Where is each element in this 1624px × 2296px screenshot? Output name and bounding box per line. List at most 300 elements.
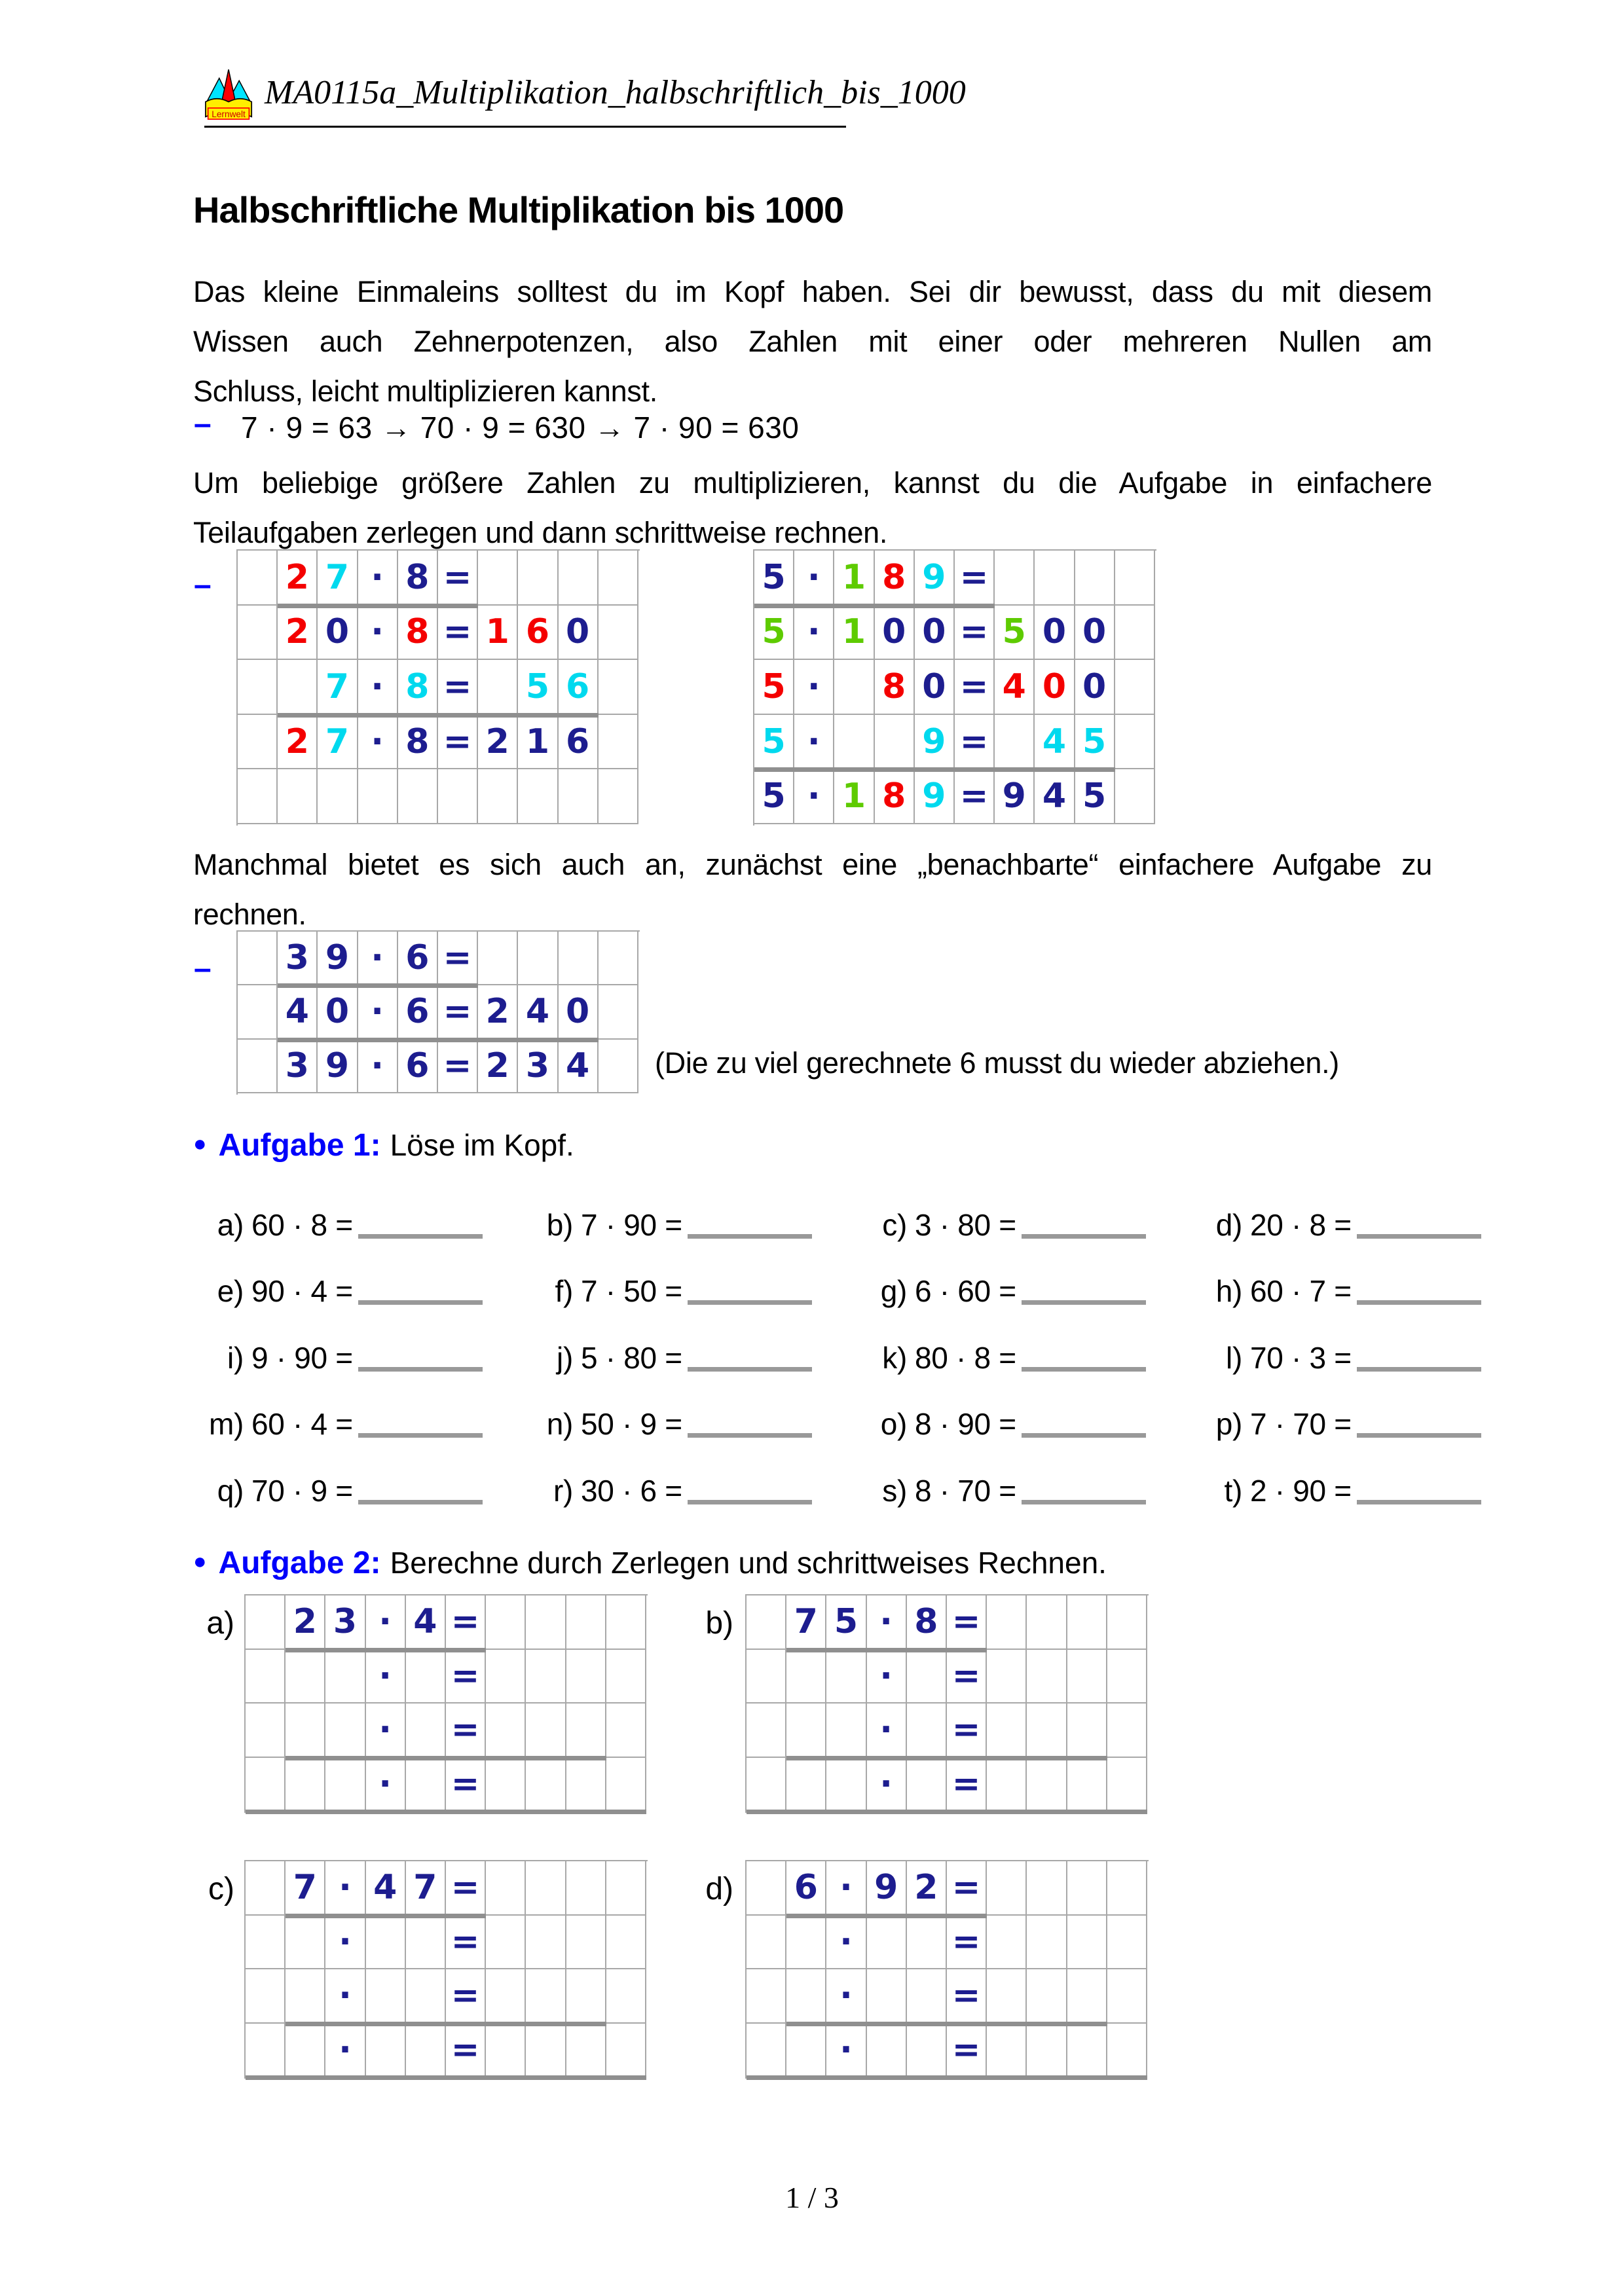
grid-row — [747, 1969, 1149, 2024]
task1-item-label: k) — [882, 1341, 907, 1375]
logo-text: Lernwelt — [212, 109, 246, 120]
grid-cell: · — [794, 551, 834, 606]
grid-cell — [238, 769, 278, 824]
task1-item-label: l) — [1226, 1341, 1242, 1375]
grid-row — [238, 932, 640, 985]
page-number: 1 / 3 — [785, 2181, 839, 2214]
task1-item-expression: 60 · 4 = — [251, 1407, 353, 1441]
grid-cell: 1 — [478, 606, 518, 661]
task1-item-label: a) — [217, 1208, 244, 1242]
grid-row — [238, 1040, 640, 1093]
grid-cell — [1115, 715, 1155, 770]
grid-cell: 1 — [834, 769, 874, 824]
grid-cell — [1027, 1595, 1067, 1650]
task1-item-label: t) — [1224, 1474, 1242, 1508]
grid-cell — [1115, 551, 1155, 606]
grid-cell — [995, 715, 1035, 770]
grid-cell — [1107, 1650, 1147, 1704]
grid-cell: 7 — [786, 1595, 826, 1650]
grid-cell — [786, 1704, 826, 1758]
grid-cell — [826, 1758, 866, 1812]
grid-cell — [1107, 1861, 1147, 1916]
grid-cell: 0 — [875, 606, 915, 661]
file-title: MA0115a_Multiplikation_halbschriftlich_bis_1000 — [265, 74, 966, 111]
grid-cell: 4 — [278, 985, 318, 1039]
grid-cell: 5 — [1075, 715, 1115, 770]
grid-cell — [747, 1650, 786, 1704]
grid-cell: · — [826, 1969, 866, 2024]
grid-cell: 2 — [286, 1595, 325, 1650]
grid-cell — [606, 1969, 646, 2024]
grid-cell — [406, 1650, 446, 1704]
task1-item-expression: 7 · 70 = — [1250, 1407, 1352, 1441]
grid-cell: = — [438, 551, 478, 606]
task1-item-label: b) — [546, 1208, 573, 1242]
task1-item — [191, 1473, 483, 1508]
grid-cell — [238, 606, 278, 661]
grid-cell — [566, 1758, 606, 1812]
grid-cell — [747, 1595, 786, 1650]
grid-cell — [526, 1704, 566, 1758]
answer-blank-line — [358, 1500, 483, 1504]
grid-cell: · — [366, 1595, 406, 1650]
grid-cell: 9 — [318, 932, 358, 985]
grid-cell: 7 — [318, 660, 358, 715]
grid-cell: · — [325, 2024, 365, 2078]
grid-cell — [987, 1595, 1027, 1650]
grid-cell: 4 — [1035, 769, 1075, 824]
grid-cell — [599, 985, 638, 1039]
task1-item-label: g) — [880, 1274, 907, 1308]
task1-item — [1190, 1273, 1481, 1309]
grid-cell — [786, 1916, 826, 1970]
task1-item-label: q) — [217, 1474, 244, 1508]
grid-cell: · — [867, 1758, 907, 1812]
bullet-dash: – — [194, 407, 212, 441]
grid-cell — [1115, 660, 1155, 715]
answer-blank-line — [1022, 1300, 1146, 1305]
task1-item — [191, 1207, 483, 1243]
grid-row — [754, 660, 1156, 715]
task1-item-expression: 60 · 7 = — [1250, 1274, 1352, 1308]
grid-cell — [907, 1916, 947, 1970]
grid-cell — [366, 1916, 406, 1970]
grid-cell — [325, 1758, 365, 1812]
grid-cell: = — [446, 1704, 486, 1758]
task1-item — [1190, 1340, 1481, 1376]
grid-cell: = — [446, 1969, 486, 2024]
grid-cell — [1067, 1758, 1107, 1812]
grid-cell — [834, 715, 874, 770]
grid-cell — [875, 715, 915, 770]
grid-separator-line — [747, 2075, 1147, 2080]
grid-cell — [747, 1758, 786, 1812]
grid-cell: 3 — [278, 932, 318, 985]
grid-cell — [1035, 551, 1075, 606]
grid-cell — [278, 769, 318, 824]
grid-row — [747, 1595, 1149, 1650]
grid-cell: 4 — [1035, 715, 1075, 770]
grid-cell: 2 — [278, 715, 318, 770]
grid-cell — [1067, 1916, 1107, 1970]
grid-separator-line — [286, 1648, 486, 1652]
grid-cell — [486, 1758, 526, 1812]
grid-cell: 7 — [318, 551, 358, 606]
grid-cell — [786, 2024, 826, 2078]
grid-cell: = — [438, 985, 478, 1039]
grid-cell — [486, 1650, 526, 1704]
grid-cell: 0 — [318, 985, 358, 1039]
grid-cell: 8 — [398, 660, 438, 715]
grid-cell: 4 — [995, 660, 1035, 715]
answer-blank-line — [688, 1234, 812, 1239]
grid-cell: = — [438, 932, 478, 985]
task1-item-expression: 20 · 8 = — [1250, 1208, 1352, 1242]
grid-separator-line — [786, 1914, 987, 1918]
task1-item — [855, 1273, 1146, 1309]
grid-row — [238, 606, 640, 661]
grid-row — [238, 660, 640, 715]
grid-separator-line — [747, 1810, 1147, 1814]
grid-cell — [1027, 1758, 1067, 1812]
task1-item — [855, 1340, 1146, 1376]
grid-cell: 6 — [518, 606, 558, 661]
grid-cell — [246, 1704, 286, 1758]
grid-cell — [1107, 1758, 1147, 1812]
grid-cell: · — [794, 715, 834, 770]
task1-item-expression: 60 · 8 = — [251, 1208, 353, 1242]
grid-cell — [1067, 2024, 1107, 2078]
task1-item — [191, 1340, 483, 1376]
grid-cell: = — [446, 1595, 486, 1650]
grid-cell: · — [325, 1861, 365, 1916]
grid-cell: = — [446, 1861, 486, 1916]
grid-cell: · — [325, 1916, 365, 1970]
grid-cell — [238, 715, 278, 770]
grid-separator-line — [278, 983, 478, 988]
grid-cell — [599, 1040, 638, 1093]
grid-cell: 7 — [286, 1861, 325, 1916]
grid-cell: = — [947, 1861, 987, 1916]
grid-cell: 2 — [478, 985, 518, 1039]
task1-item — [191, 1273, 483, 1309]
grid-cell — [786, 1758, 826, 1812]
answer-blank-line — [358, 1433, 483, 1438]
grid-cell: 6 — [786, 1861, 826, 1916]
paragraph-line: Schluss, leicht multiplizieren kannst. — [193, 374, 657, 408]
grid-cell: · — [358, 660, 398, 715]
grid-cell: = — [947, 1758, 987, 1812]
grid-cell — [1107, 1969, 1147, 2024]
paragraph-line: Teilaufgaben zerlegen und dann schrittweise rechnen. — [193, 516, 888, 549]
grid-separator-line — [278, 1038, 599, 1042]
grid-row — [238, 985, 640, 1039]
grid-cell — [1107, 2024, 1147, 2078]
grid-row — [238, 551, 640, 606]
grid-cell: 0 — [1035, 606, 1075, 661]
task1-item-label: i) — [227, 1341, 244, 1375]
grid-cell — [486, 1595, 526, 1650]
grid-cell — [246, 1916, 286, 1970]
grid-cell — [478, 769, 518, 824]
grid-cell — [867, 1969, 907, 2024]
task1-item-label: p) — [1215, 1407, 1242, 1441]
grid-cell: 4 — [559, 1040, 599, 1093]
grid-cell — [1027, 2024, 1067, 2078]
task2-item-label: d) — [705, 1872, 733, 1906]
grid-cell — [599, 769, 638, 824]
grid-cell — [907, 1758, 947, 1812]
paragraph-line: Wissen auch Zehnerpotenzen, also Zahlen mit einer oder mehreren Nullen am — [193, 325, 1432, 358]
grid-cell: 0 — [1035, 660, 1075, 715]
grid-cell — [486, 1916, 526, 1970]
answer-blank-line — [1357, 1367, 1481, 1372]
grid-cell — [834, 660, 874, 715]
task1-item — [855, 1406, 1146, 1442]
grid-cell: 0 — [1075, 606, 1115, 661]
grid-cell — [246, 2024, 286, 2078]
grid-cell: · — [358, 985, 398, 1039]
grid-row — [238, 769, 640, 824]
grid-cell — [987, 2024, 1027, 2078]
grid-cell — [566, 2024, 606, 2078]
task1-item-expression: 70 · 9 = — [251, 1474, 353, 1508]
task1-item-label: e) — [217, 1274, 244, 1308]
grid-cell — [486, 1969, 526, 2024]
grid-cell — [606, 1916, 646, 1970]
grid-cell: · — [826, 1861, 866, 1916]
page-title: Halbschriftliche Multiplikation bis 1000 — [193, 189, 844, 230]
grid-cell — [286, 1758, 325, 1812]
answer-blank-line — [688, 1433, 812, 1438]
grid-cell: · — [867, 1704, 907, 1758]
grid-cell: 9 — [915, 769, 955, 824]
grid-cell — [747, 1861, 786, 1916]
answer-blank-line — [1022, 1500, 1146, 1504]
grid-cell — [246, 1595, 286, 1650]
grid-cell — [907, 1704, 947, 1758]
task1-label: Aufgabe 1: — [218, 1128, 381, 1163]
grid-cell — [747, 1704, 786, 1758]
task2-item-label: c) — [208, 1872, 234, 1906]
grid-cell — [786, 1650, 826, 1704]
grid-cell: 7 — [406, 1861, 446, 1916]
grid-cell: 4 — [366, 1861, 406, 1916]
grid-cell — [526, 1650, 566, 1704]
task1-item-expression: 2 · 90 = — [1250, 1474, 1352, 1508]
grid-cell — [907, 2024, 947, 2078]
answer-blank-line — [358, 1234, 483, 1239]
grid-cell: 3 — [518, 1040, 558, 1093]
grid-cell — [238, 1040, 278, 1093]
grid-separator-line — [278, 713, 599, 718]
grid-cell — [606, 1758, 646, 1812]
grid-cell: = — [947, 1650, 987, 1704]
grid-cell: 2 — [478, 1040, 518, 1093]
task1-item-expression: 50 · 9 = — [581, 1407, 682, 1441]
grid-cell: = — [438, 606, 478, 661]
grid-row — [747, 1650, 1149, 1704]
task1-item-expression: 7 · 90 = — [581, 1208, 682, 1242]
grid-cell: = — [947, 1916, 987, 1970]
grid-cell — [606, 2024, 646, 2078]
task1-item-expression: 9 · 90 = — [251, 1341, 353, 1375]
grid-cell: 0 — [915, 660, 955, 715]
grid-cell: = — [446, 2024, 486, 2078]
intro-paragraph-1 — [193, 267, 1432, 416]
grid-cell: · — [794, 606, 834, 661]
grid-cell: 1 — [834, 606, 874, 661]
grid-cell — [1027, 1704, 1067, 1758]
grid-row — [246, 1916, 648, 1970]
grid-cell — [1107, 1916, 1147, 1970]
grid-row — [747, 1916, 1149, 1970]
grid-cell: · — [794, 769, 834, 824]
grid-cell: 5 — [1075, 769, 1115, 824]
grid-cell — [606, 1861, 646, 1916]
grid-cell: = — [446, 1916, 486, 1970]
task1-item-expression: 3 · 80 = — [915, 1208, 1016, 1242]
grid-cell: 4 — [518, 985, 558, 1039]
grid-cell — [995, 551, 1035, 606]
grid-cell — [238, 551, 278, 606]
example-grid-5x189 — [753, 549, 1156, 826]
grid-cell: 0 — [559, 985, 599, 1039]
grid-cell: 6 — [559, 660, 599, 715]
header-rule — [204, 126, 846, 128]
grid-cell — [1107, 1595, 1147, 1650]
grid-cell — [238, 932, 278, 985]
grid-cell — [1067, 1969, 1107, 2024]
grid-cell — [286, 1704, 325, 1758]
grid-cell: 8 — [875, 769, 915, 824]
example-grid-27x8 — [236, 549, 640, 826]
grid-row — [747, 2024, 1149, 2078]
task1-item — [521, 1207, 812, 1243]
grid-cell: 0 — [318, 606, 358, 661]
grid-cell — [907, 1650, 947, 1704]
paragraph-line: Manchmal bietet es sich auch an, zunächst eine „benachbarte“ einfachere Aufgabe zu — [193, 848, 1432, 881]
grid-row — [747, 1861, 1149, 1916]
grid-cell — [526, 1861, 566, 1916]
grid-cell — [238, 985, 278, 1039]
task1-item-label: f) — [555, 1274, 573, 1308]
grid-cell: = — [955, 769, 995, 824]
grid-cell: · — [366, 1650, 406, 1704]
grid-cell — [599, 932, 638, 985]
grid-cell: 9 — [915, 551, 955, 606]
grid-cell: 3 — [325, 1595, 365, 1650]
grid-cell: · — [794, 660, 834, 715]
grid-cell — [406, 1758, 446, 1812]
grid-row — [246, 1704, 648, 1758]
grid-cell — [366, 2024, 406, 2078]
grid-row — [246, 1969, 648, 2024]
grid-cell — [559, 769, 599, 824]
grid-separator-line — [246, 1810, 646, 1814]
task1-item — [855, 1207, 1146, 1243]
task1-item-label: r) — [553, 1474, 573, 1508]
task1-item — [1190, 1473, 1481, 1508]
grid-cell — [599, 660, 638, 715]
grid-cell — [559, 932, 599, 985]
grid-cell — [478, 932, 518, 985]
grid-cell: = — [947, 2024, 987, 2078]
grid-cell — [747, 1969, 786, 2024]
grid-cell — [826, 1704, 866, 1758]
lernwelt-logo-icon — [204, 68, 254, 123]
answer-blank-line — [1357, 1234, 1481, 1239]
grid-cell — [486, 1704, 526, 1758]
grid-cell — [238, 660, 278, 715]
grid-cell — [566, 1969, 606, 2024]
answer-blank-line — [1022, 1433, 1146, 1438]
task2-grid-c — [244, 1860, 648, 2079]
intro-paragraph-2 — [193, 458, 1432, 558]
grid-cell: 8 — [907, 1595, 947, 1650]
task2-label: Aufgabe 2: — [218, 1546, 381, 1580]
grid-separator-line — [754, 604, 995, 608]
grid-cell: 3 — [278, 1040, 318, 1093]
grid-cell — [526, 2024, 566, 2078]
grid-cell: 2 — [278, 606, 318, 661]
grid-cell — [325, 1704, 365, 1758]
grid-cell: 8 — [875, 660, 915, 715]
grid-cell — [907, 1969, 947, 2024]
grid-cell: 2 — [278, 551, 318, 606]
grid-cell — [526, 1758, 566, 1812]
task1-item — [855, 1473, 1146, 1508]
grid-row — [246, 1595, 648, 1650]
grid-cell — [1115, 769, 1155, 824]
grid-cell — [325, 1650, 365, 1704]
task1-item-label: j) — [557, 1341, 573, 1375]
grid-cell: = — [438, 660, 478, 715]
grid-cell — [518, 769, 558, 824]
grid-separator-line — [278, 604, 478, 608]
neighbor-note: (Die zu viel gerechnete 6 musst du wieder abziehen.) — [655, 1046, 1339, 1080]
grid-cell: 6 — [559, 715, 599, 770]
grid-row — [246, 1650, 648, 1704]
grid-cell: 1 — [834, 551, 874, 606]
grid-cell — [1067, 1861, 1107, 1916]
grid-cell: = — [438, 1040, 478, 1093]
grid-row — [754, 769, 1156, 824]
paragraph-line: Das kleine Einmaleins solltest du im Kopf haben. Sei dir bewusst, dass du mit diesem — [193, 275, 1432, 308]
grid-cell — [406, 1969, 446, 2024]
grid-cell — [438, 769, 478, 824]
grid-cell: · — [867, 1650, 907, 1704]
grid-cell: · — [826, 1916, 866, 1970]
task1-item-expression: 80 · 8 = — [915, 1341, 1016, 1375]
answer-blank-line — [688, 1367, 812, 1372]
grid-cell: 6 — [398, 1040, 438, 1093]
grid-cell — [1115, 606, 1155, 661]
grid-separator-line — [286, 2022, 606, 2026]
answer-blank-line — [688, 1300, 812, 1305]
task1-item-expression: 90 · 4 = — [251, 1274, 353, 1308]
bullet-dash: – — [194, 568, 212, 602]
grid-cell: = — [955, 715, 995, 770]
task1-item-label: m) — [208, 1407, 244, 1441]
grid-cell — [606, 1650, 646, 1704]
grid-cell: 8 — [398, 715, 438, 770]
grid-row — [747, 1758, 1149, 1812]
task2-grid-a — [244, 1594, 648, 1813]
grid-cell — [566, 1595, 606, 1650]
grid-cell — [599, 606, 638, 661]
task1-heading — [193, 1127, 574, 1163]
